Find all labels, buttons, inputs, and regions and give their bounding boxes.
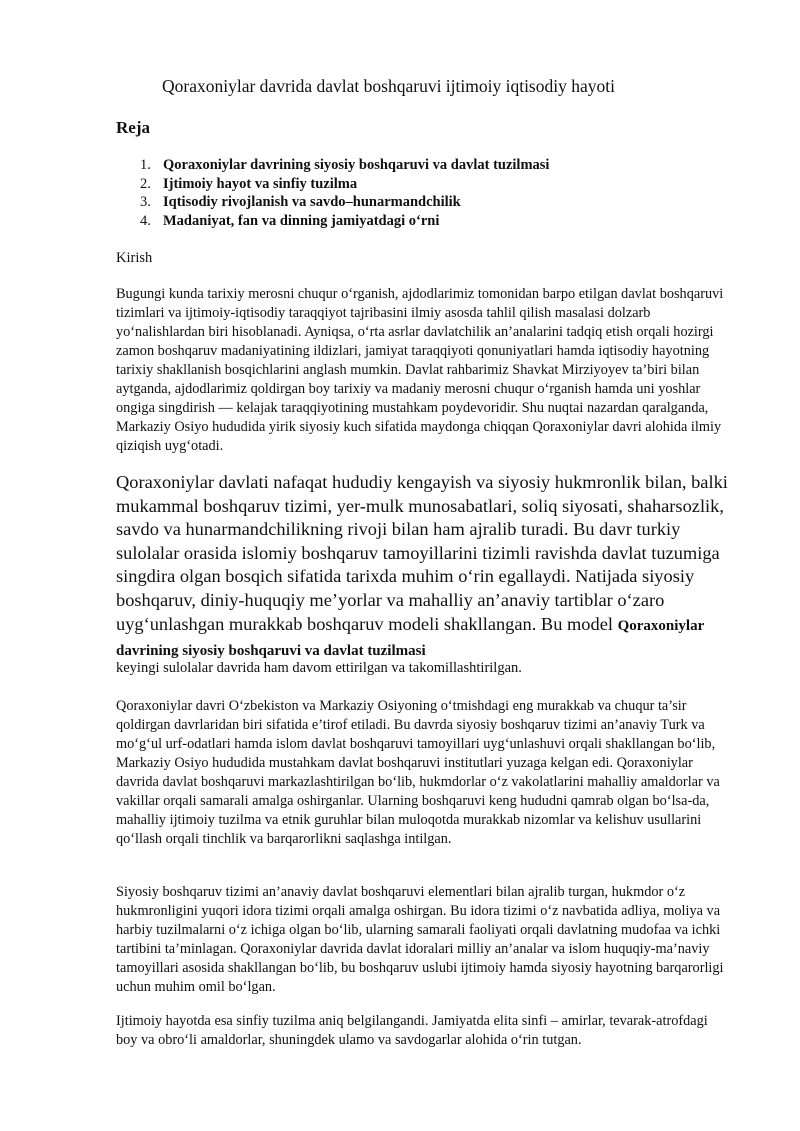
- body-paragraph-2: Qoraxoniylar davri O‘zbekiston va Markaziy Osiyoning o‘tmishdagi eng murakkab va chuqur ta’sir qoldirgan davrlaridan biri sifatida e’tirof etiladi. Bu davrda siyosiy boshqaruv tizimi an’anaviy Turk va mo‘g‘ul urf-odatlari hamda islom davlat boshqaruvi tamoyillari uyg‘unlashuvi orqali shakllangan bo‘lib, Markaziy Osiyo hududida mustahkam davlat boshqaruvi institutlari yuzaga kelgan edi. Qoraxoniylar davrida davlat boshqaruvi markazlashtirilgan bo‘lib, hukmdorlar o‘z vakolatlarini mahalliy amaldorlar va vakillar orqali samarali amalga oshirganlar. Ularning boshqaruvi keng hududni qamrab olgan bo‘lsa-da, mahalliy ijtimoiy tuzilma va etnik guruhlar bilan muloqotda murakkab nizomlar va kelishuv usullarini qo‘llash orqali tinchlik va barqarorlikni saqlashga intilgan.: [116, 698, 720, 847]
- body-paragraph-4: Ijtimoiy hayotda esa sinfiy tuzilma aniq belgilangandi. Jamiyatda elita sinfi – amirlar, tevarak-atrofdagi boy va obro‘li amaldorlar, shuningdek ulamo va savdogarlar alohida o‘rin tutgan.: [116, 1013, 708, 1048]
- continuation-line: keyingi sulolalar davrida ham davom ettirilgan va takomillashtirilgan.: [116, 660, 522, 676]
- plan-list: [140, 156, 549, 230]
- intro-heading: Kirish: [116, 250, 153, 266]
- plan-item-text: Madaniyat, fan va dinning jamiyatdagi o‘rni: [163, 212, 440, 229]
- plan-item: [140, 212, 549, 231]
- plan-heading: Reja: [116, 118, 150, 137]
- body-paragraph-3: Siyosiy boshqaruv tizimi an’anaviy davlat boshqaruvi elementlari bilan ajralib turgan, hukmdor o‘z hukmronligini yuqori idora tizimi orqali amalga oshirgan. Bu idora tizimi o‘z navbatida adliya, moliya va harbiy tuzilmalarni o‘z ichiga olgan bo‘lib, ularning samarali faoliyati orqali davlatning mudofaa va ichki tartibini ta’minlagan. Qoraxoniylar davrida davlat idoralari milliy an’analar va islom huquqiy-ma’naviy tamoyillari asosida shakllangan bo‘lib, bu boshqaruv uslubi ijtimoiy hamda siyosiy hayotning barqarorligi uchun muhim omil bo‘lgan.: [116, 884, 724, 995]
- plan-item: [140, 156, 549, 175]
- plan-item-number: 3.: [140, 194, 151, 210]
- large-paragraph: [116, 471, 746, 664]
- plan-item-text: Qoraxoniylar davrining siyosiy boshqaruvi va davlat tuzilmasi: [163, 157, 550, 173]
- large-paragraph-text: Qoraxoniylar davlati nafaqat hududiy kengayish va siyosiy hukmronlik bilan, balki mukammal boshqaruv tizimi, yer-mulk munosabatlari, soliq siyosati, shaharsozlik, savdo va hunarmandchilikning rivoji bilan ham ajralib turadi. Bu davr turkiy sulolalar orasida islomiy boshqaruv tamoyillarini tizimli ravishda davlat tuzumiga singdira olgan bosqich sifatida tarixda muhim o‘rin egallaydi. Natijada siyosiy boshqaruv, diniy-huquqiy me’yorlar va mahalliy an’anaviy tartiblar o‘zaro uyg‘unlashgan murakkab boshqaruv modeli shakllangan. Bu model: [116, 472, 728, 634]
- intro-paragraph: Bugungi kunda tarixiy merosni chuqur o‘rganish, ajdodlarimiz tomonidan barpo etilgan davlat boshqaruvi tizimlari va ijtimoiy-iqtisodiy taraqqiyot tajribasini ilmiy asosda tahlil qilish masalasi dolzarb yo‘nalishlardan biri hisoblanadi. Ayniqsa, o‘rta asrlar davlatchilik an’analarini tadqiq etish orqali hozirgi zamon boshqaruv madaniyatining ildizlari, jamiyat taraqqiyoti qonuniyatlari hamda iqtisodiy hayotning tarixiy shakllanish bosqichlarini anglash mumkin. Davlat rahbarimiz Shavkat Mirziyoyev ta’biri bilan aytganda, ajdodlarimiz qoldirgan boy tarixiy va madaniy merosni chuqur o‘rganish hamda uni yoshlar ongiga singdirish — kelajak taraqqiyotining mustahkam poydevoridir. Shu nuqtai nazardan qaralganda, Markaziy Osiyo hududida yirik siyosiy kuch sifatida maydonga chiqqan Qoraxoniylar davri alohida ilmiy qiziqish uyg‘otadi.: [116, 286, 724, 454]
- plan-item-number: 4.: [140, 212, 151, 229]
- plan-item: [140, 175, 549, 194]
- document-title: Qoraxoniylar davrida davlat boshqaruvi ijtimoiy iqtisodiy hayoti: [162, 76, 615, 96]
- plan-item-text: Iqtisodiy rivojlanish va savdo–hunarmandchilik: [163, 194, 461, 210]
- plan-item-number: 2.: [140, 175, 151, 192]
- large-paragraph-bold-tail: Qoraxoniylar davrining siyosiy boshqaruvi va davlat tuzilmasi: [116, 617, 704, 660]
- plan-item-text: Ijtimoiy hayot va sinfiy tuzilma: [163, 175, 358, 192]
- plan-item-number: 1.: [140, 157, 151, 173]
- plan-item: [140, 193, 549, 212]
